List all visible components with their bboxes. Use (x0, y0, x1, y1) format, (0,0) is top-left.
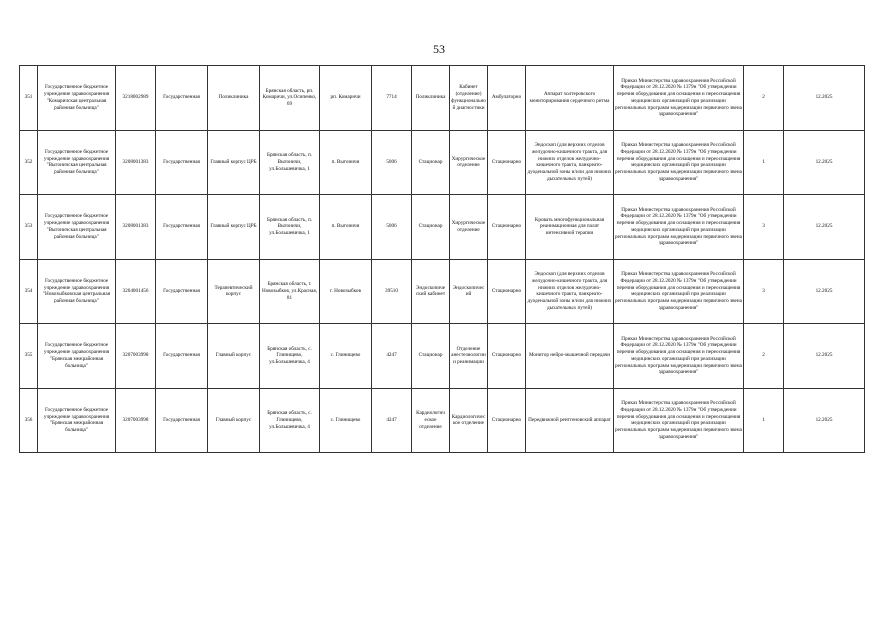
equipment-cell: Кровать многофункциональная реанимационная для палат интенсивной терапии (526, 195, 614, 260)
table-row (20, 195, 865, 260)
locality-cell: п. Выгоничи (320, 195, 372, 260)
institution-name: Государственное бюджетное учреждение здравоохранения "Комаричская центральная районная больница" (38, 66, 116, 131)
building-cell: Главный корпус ЦРБ (208, 130, 260, 195)
deadline-cell: 12.2025 (784, 66, 865, 131)
department-cell: Хирургическое отделение (450, 130, 488, 195)
unit-type-cell: Кардиологич еское отделение (412, 388, 450, 453)
inn-cell: 3207003998 (116, 388, 156, 453)
ownership-cell: Государственная (156, 66, 208, 131)
quantity-cell: 1 (744, 130, 784, 195)
building-cell: Поликлиника (208, 66, 260, 131)
locality-cell: с. Глинищево (320, 388, 372, 453)
unit-type-cell: Стационар (412, 195, 450, 260)
row-number: 355 (20, 324, 38, 389)
locality-cell: с. Глинищево (320, 324, 372, 389)
deadline-cell: 12.2025 (784, 259, 865, 324)
table-row (20, 66, 865, 131)
unit-type-cell: Эндоскопиче ский кабинет (412, 259, 450, 324)
table-body (20, 66, 865, 453)
building-cell: Главный корпус (208, 388, 260, 453)
quantity-cell: 2 (744, 324, 784, 389)
locality-cell: г. Новозыбков (320, 259, 372, 324)
locality-cell: рп. Комаричи (320, 66, 372, 131)
institution-name: Государственное бюджетное учреждение здравоохранения "Брянская межрайонная больница" (38, 324, 116, 389)
table-row (20, 130, 865, 195)
institution-name: Государственное бюджетное учреждение здравоохранения "Брянская межрайонная больница" (38, 388, 116, 453)
address-cell: Брянская область, с. Глинищево, ул.Большевичка, 4 (260, 388, 320, 453)
basis-cell: Приказ Министерства здравоохранения Российской Федерации от 28.12.2020 № 1379н "Об утверждении перечня оборудования для оснащения и переоснащения медицинских организаций при реализации региональных программ модернизации первичного звена здравоохранения" (614, 195, 744, 260)
basis-cell: Приказ Министерства здравоохранения Российской Федерации от 28.12.2020 № 1379н "Об утверждении перечня оборудования для оснащения и переоснащения медицинских организаций при реализации региональных программ модернизации первичного звена здравоохранения" (614, 259, 744, 324)
code-cell: 39510 (372, 259, 412, 324)
department-cell: Кабинет (отделение) функционально й диагностики (450, 66, 488, 131)
ownership-cell: Государственная (156, 130, 208, 195)
table-row (20, 324, 865, 389)
department-cell: Кардиологичес кое отделение (450, 388, 488, 453)
institution-name: Государственное бюджетное учреждение здравоохранения "Выгоничская центральная районная больница" (38, 130, 116, 195)
deadline-cell: 12.2025 (784, 130, 865, 195)
department-cell: Отделение анестезиологии и реанимации (450, 324, 488, 389)
deadline-cell: 12.2025 (784, 388, 865, 453)
row-number: 352 (20, 130, 38, 195)
ownership-cell: Государственная (156, 259, 208, 324)
basis-cell: Приказ Министерства здравоохранения Российской Федерации от 28.12.2020 № 1379н "Об утверждении перечня оборудования для оснащения и переоснащения медицинских организаций при реализации региональных программ модернизации первичного звена здравоохранения" (614, 324, 744, 389)
ownership-cell: Государственная (156, 388, 208, 453)
care-condition-cell: Стационарно (488, 195, 526, 260)
quantity-cell: 3 (744, 259, 784, 324)
basis-cell: Приказ Министерства здравоохранения Российской Федерации от 28.12.2020 № 1379н "Об утверждении перечня оборудования для оснащения и переоснащения медицинских организаций при реализации региональных программ модернизации первичного звена здравоохранения" (614, 388, 744, 453)
row-number: 354 (20, 259, 38, 324)
code-cell: 7714 (372, 66, 412, 131)
institution-name: Государственное бюджетное учреждение здравоохранения "Новозыбковская центральная районная больница" (38, 259, 116, 324)
care-condition-cell: Стационарно (488, 130, 526, 195)
building-cell: Терапевтический корпус (208, 259, 260, 324)
care-condition-cell: Стационарно (488, 388, 526, 453)
deadline-cell: 12.2025 (784, 324, 865, 389)
inn-cell: 3208001383 (116, 130, 156, 195)
equipment-cell: Эндоскоп (для верхних отделов желудочно-кишечного тракта, для нижних отделов желудочно-кишечного тракта, панкреато-дуоденальной зоны и/или для нижних дыхательных путей) (526, 259, 614, 324)
building-cell: Главный корпус (208, 324, 260, 389)
code-cell: 4247 (372, 388, 412, 453)
table-row (20, 388, 865, 453)
code-cell: 5006 (372, 130, 412, 195)
unit-type-cell: Стационар (412, 324, 450, 389)
building-cell: Главный корпус ЦРБ (208, 195, 260, 260)
equipment-cell: Монитор нейро-мышечной передачи (526, 324, 614, 389)
ownership-cell: Государственная (156, 195, 208, 260)
page-number: 53 (433, 42, 445, 56)
inn-cell: 3218002989 (116, 66, 156, 131)
unit-type-cell: Поликлиника (412, 66, 450, 131)
quantity-cell: 2 (744, 66, 784, 131)
address-cell: Брянская область, г. Новозыбков, ул.Красная, 81 (260, 259, 320, 324)
department-cell: Эндоскопичес ий (450, 259, 488, 324)
equipment-cell: Эндоскоп (для верхних отделов желудочно-кишечного тракта, для нижних отделов желудочно-кишечного тракта, панкреато-дуоденальной зоны и/или для нижних дыхательных путей) (526, 130, 614, 195)
inn-cell: 3208001383 (116, 195, 156, 260)
care-condition-cell: Амбулаторно (488, 66, 526, 131)
locality-cell: п. Выгоничи (320, 130, 372, 195)
unit-type-cell: Стационар (412, 130, 450, 195)
quantity-cell: 1 (744, 388, 784, 453)
basis-cell: Приказ Министерства здравоохранения Российской Федерации от 28.12.2020 № 1379н "Об утверждении перечня оборудования для оснащения и переоснащения медицинских организаций при реализации региональных программ модернизации первичного звена здравоохранения" (614, 130, 744, 195)
row-number: 356 (20, 388, 38, 453)
care-condition-cell: Стационарно (488, 259, 526, 324)
deadline-cell: 12.2025 (784, 195, 865, 260)
department-cell: Хирургическое отделение (450, 195, 488, 260)
quantity-cell: 3 (744, 195, 784, 260)
address-cell: Брянская область, с. Глинищево, ул.Большевичка, 4 (260, 324, 320, 389)
equipment-cell: Передвижной рентгеновский аппарат (526, 388, 614, 453)
inn-cell: 3204001456 (116, 259, 156, 324)
equipment-cell: Аппарат холтеровского мониторирования сердечного ритма (526, 66, 614, 131)
row-number: 353 (20, 195, 38, 260)
address-cell: Брянская область, п. Выгоничи, ул.Большевичка, 1 (260, 130, 320, 195)
table-row (20, 259, 865, 324)
ownership-cell: Государственная (156, 324, 208, 389)
code-cell: 4247 (372, 324, 412, 389)
basis-cell: Приказ Министерства здравоохранения Российской Федерации от 28.12.2020 № 1379н "Об утверждении перечня оборудования для оснащения и переоснащения медицинских организаций при реализации региональных программ модернизации первичного звена здравоохранения" (614, 66, 744, 131)
equipment-table (19, 65, 865, 453)
address-cell: Брянская область, п. Выгоничи, ул.Большевичка, 1 (260, 195, 320, 260)
address-cell: Брянская область, рп. Комаричи, ул.Осипенко, 69 (260, 66, 320, 131)
inn-cell: 3207003998 (116, 324, 156, 389)
institution-name: Государственное бюджетное учреждение здравоохранения "Выгоничская центральная районная больница" (38, 195, 116, 260)
care-condition-cell: Стационарно (488, 324, 526, 389)
code-cell: 5006 (372, 195, 412, 260)
row-number: 351 (20, 66, 38, 131)
